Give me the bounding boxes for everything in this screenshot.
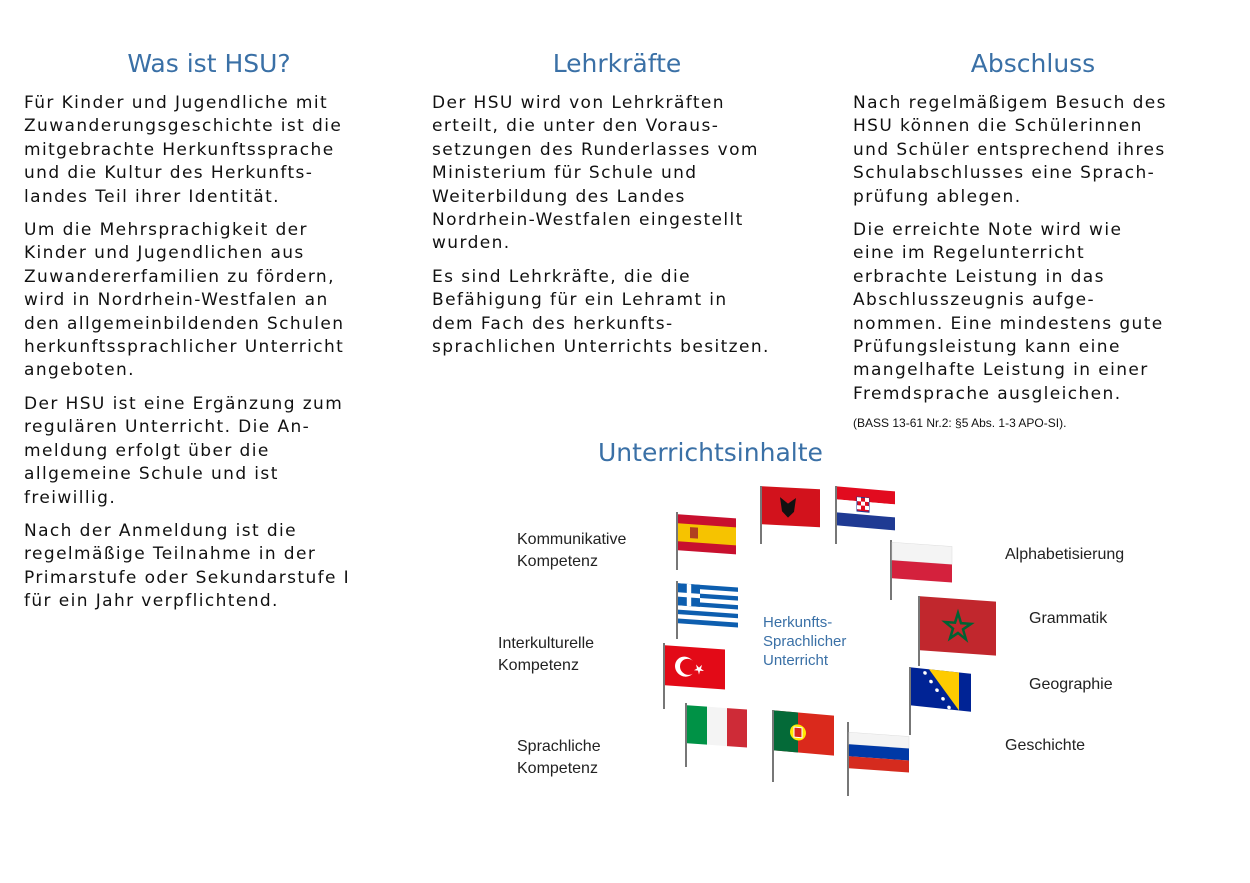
heading-abschluss: Abschluss xyxy=(970,49,1096,78)
column-abschluss xyxy=(853,48,1213,430)
turkey-flag-icon xyxy=(661,643,727,711)
croatia-flag-icon xyxy=(833,486,897,546)
paragraph: Der HSU ist eine Ergänzung zum regulären Unterricht. Die An- meldung erfolgt über die allgemeine Schule und ist freiwillig. xyxy=(24,393,344,508)
column-was-ist-hsu xyxy=(24,48,394,624)
topic-sprachliche-kompetenz: Sprachliche Kompetenz xyxy=(517,738,601,777)
topic-kommunikative-kompetenz: Kommunikative Kompetenz xyxy=(517,531,627,570)
heading-lehrkraefte: Lehrkräfte xyxy=(552,49,682,78)
poland-flag-icon xyxy=(888,540,954,602)
topic-alphabetisierung: Alphabetisierung xyxy=(1005,546,1125,563)
paragraph: Um die Mehrsprachigkeit der Kinder und Jugendlichen aus Zuwandererfamilien zu fördern, wird in Nordrhein-Westfalen an den allgemeinbildenden Schulen herkunftssprachlicher Unterricht angeboten. xyxy=(24,220,345,381)
paragraph: Nach regelmäßigem Besuch des HSU können die Schülerinnen und Schüler entsprechend ihres Schulabschlusses eine Sprach- prüfung ablegen. xyxy=(853,93,1167,207)
paragraph: Nach der Anmeldung ist die regelmäßige Teilnahme in der Primarstufe oder Sekundarstufe I für ein Jahr verpflichtend. xyxy=(24,520,351,612)
russia-flag-icon xyxy=(845,722,911,798)
column-lehrkraefte xyxy=(432,48,802,369)
paragraph: Die erreichte Note wird wie eine im Regelunterricht erbrachte Leistung in das Abschlusszeugnis aufge- nommen. Eine mindestens gute Prüfungsleistung kann eine mangelhafte Leistung in einer Fremdsprache ausgleichen. xyxy=(853,220,1164,404)
topic-geographie: Geographie xyxy=(1029,676,1113,693)
spain-flag-icon xyxy=(674,512,738,572)
bosnia-flag-icon xyxy=(907,667,973,737)
topic-grammatik: Grammatik xyxy=(1029,610,1108,627)
center-label: Herkunfts- Sprachlicher Unterricht xyxy=(763,614,847,669)
italy-flag-icon xyxy=(683,703,749,769)
citation: (BASS 13-61 Nr.2: §5 Abs. 1-3 APO-SI). xyxy=(853,416,1067,431)
portugal-flag-icon xyxy=(770,710,836,784)
heading-unterrichtsinhalte: Unterrichtsinhalte xyxy=(598,438,823,467)
paragraph: Es sind Lehrkräfte, die die Befähigung für ein Lehramt in dem Fach des herkunfts- sprachlichen Unterrichts besitzen. xyxy=(432,266,770,358)
paragraph: Für Kinder und Jugendliche mit Zuwanderungsgeschichte ist die mitgebrachte Herkunftssprache und die Kultur des Herkunfts- landes Teil ihrer Identität. xyxy=(24,93,343,207)
paragraph: Der HSU wird von Lehrkräften erteilt, die unter den Voraus- setzungen des Runderlasses vom Ministerium für Schule und Weiterbildung des Landes Nordrhein-Westfalen eingestellt wurden. xyxy=(432,93,759,254)
heading-was-ist-hsu: Was ist HSU? xyxy=(127,49,291,78)
topic-geschichte: Geschichte xyxy=(1005,737,1086,754)
albania-flag-icon xyxy=(758,486,822,546)
greece-flag-icon xyxy=(674,581,740,641)
topic-interkulturelle-kompetenz: Interkulturelle Kompetenz xyxy=(498,635,595,674)
morocco-flag-icon xyxy=(916,596,998,668)
